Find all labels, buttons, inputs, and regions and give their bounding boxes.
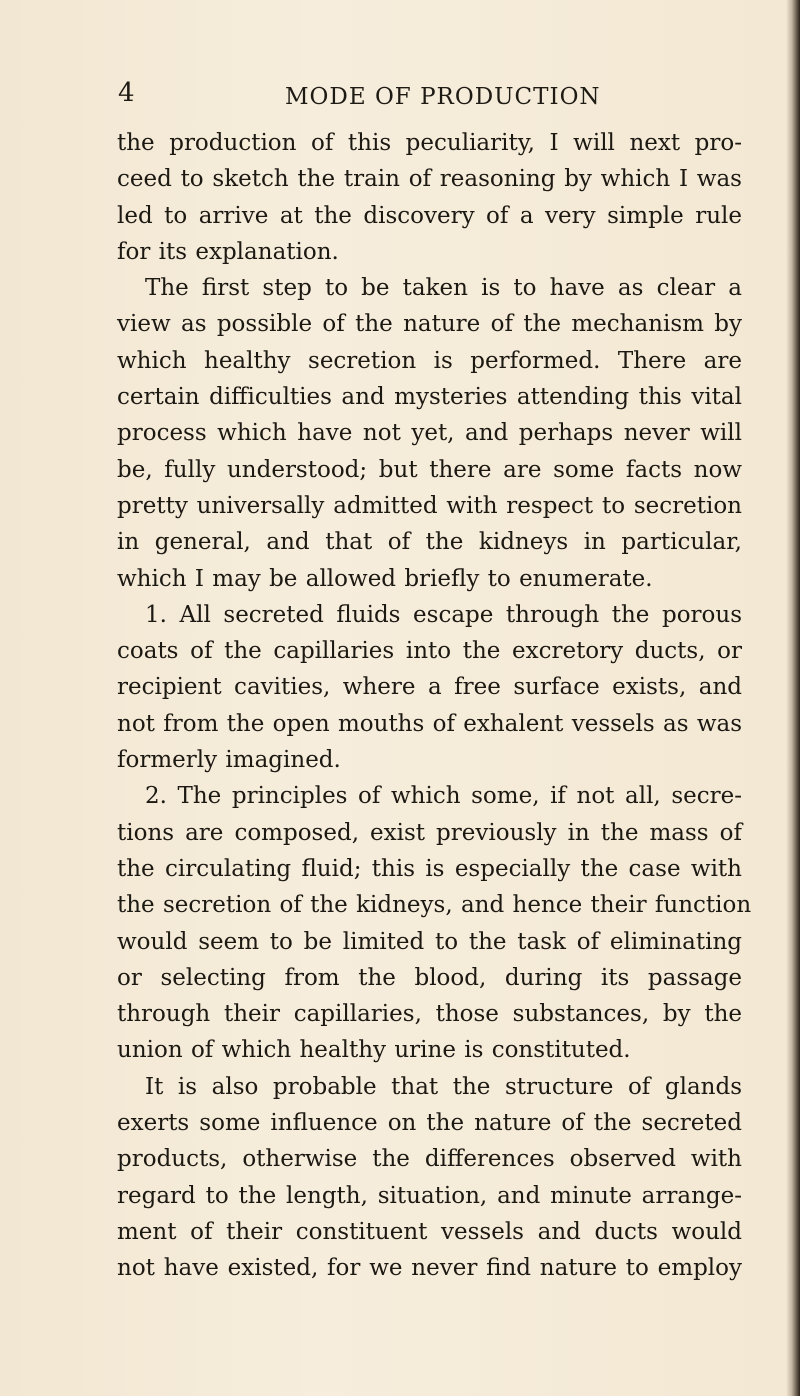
text-line: certain difficulties and mysteries attending this vital [117, 384, 742, 411]
body-text [117, 125, 752, 1287]
text-line: led to arrive at the discovery of a very simple rule [117, 202, 742, 229]
text-line: exerts some influence on the nature of the secreted [117, 1110, 742, 1137]
text-line: products, otherwise the differences observed with [117, 1146, 742, 1173]
text-line: union of which healthy urine is constituted. [117, 1037, 631, 1064]
text-line: which healthy secretion is performed. There are [117, 347, 742, 374]
text-line: formerly imagined. [117, 747, 341, 774]
text-line: the secretion of the kidneys, and hence their function [117, 892, 752, 919]
text-line: It is also probable that the structure of glands [145, 1073, 742, 1100]
text-line: the circulating fluid; this is especially the case with [117, 855, 742, 882]
text-line: not from the open mouths of exhalent vessels as was [117, 710, 743, 737]
text-line: tions are composed, exist previously in the mass of [117, 819, 742, 846]
text-line: not have existed, for we never find nature to employ [117, 1255, 742, 1282]
text-line: 2. The principles of which some, if not all, secre- [145, 783, 742, 810]
text-line: The first step to be taken is to have as clear a [145, 275, 742, 302]
page-header [0, 78, 800, 118]
text-line: be, fully understood; but there are some facts now [117, 456, 742, 483]
text-line: would seem to be limited to the task of eliminating [117, 928, 742, 955]
text-line: the production of this peculiarity, I will next pro- [117, 130, 742, 156]
text-line: ceed to sketch the train of reasoning by which I was [117, 166, 742, 193]
text-line: 1. All secreted fluids escape through the porous [145, 601, 742, 628]
text-line: in general, and that of the kidneys in particular, [117, 529, 742, 556]
text-line: or selecting from the blood, during its passage [117, 964, 742, 991]
text-line: recipient cavities, where a free surface exists, and [117, 674, 742, 701]
text-line: through their capillaries, those substances, by the [117, 1001, 742, 1028]
page-edge-shadow [786, 0, 800, 1396]
text-line: process which have not yet, and perhaps never will [117, 420, 742, 447]
text-line: regard to the length, situation, and minute arrange- [117, 1182, 742, 1209]
page-number: 4 [118, 78, 135, 108]
text-line: which I may be allowed briefly to enumerate. [117, 565, 653, 592]
running-head: MODE OF PRODUCTION [285, 84, 601, 110]
text-line: coats of the capillaries into the excretory ducts, or [117, 638, 742, 665]
text-line: ment of their constituent vessels and ducts would [117, 1218, 742, 1245]
text-line: view as possible of the nature of the mechanism by [117, 311, 742, 338]
text-line: for its explanation. [117, 238, 339, 265]
text-line: pretty universally admitted with respect to secretion [117, 492, 742, 519]
